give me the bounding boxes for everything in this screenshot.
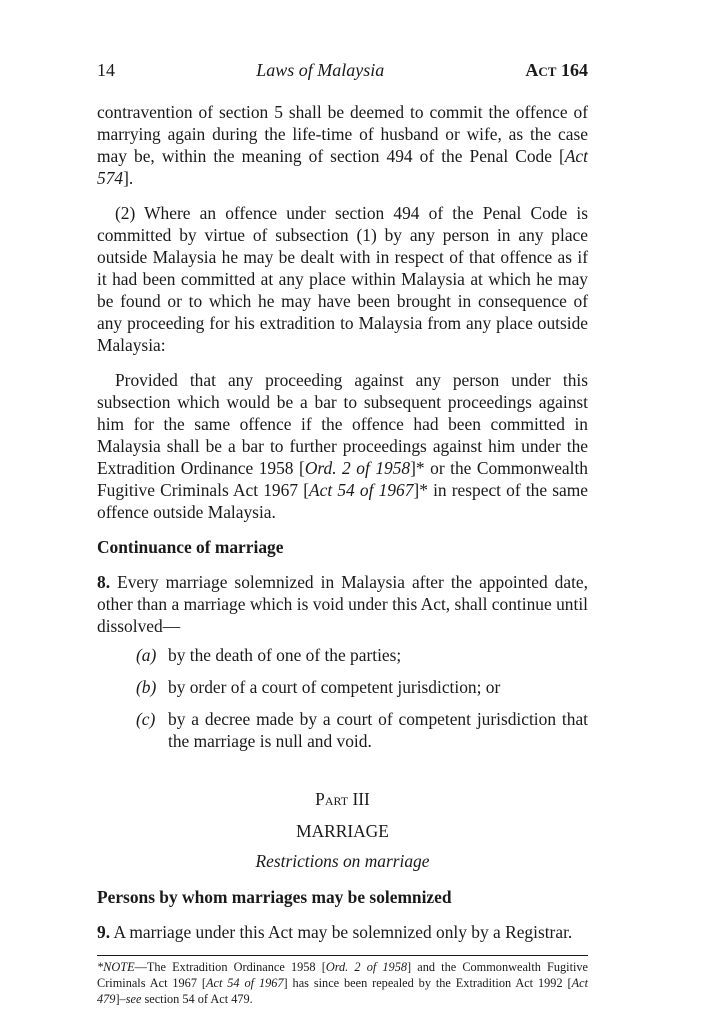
page-number: 14 xyxy=(97,60,115,80)
document-page xyxy=(97,60,588,1007)
heading-continuance-of-marriage: Continuance of marriage xyxy=(97,537,284,557)
section-9: 9. A marriage under this Act may be solemnized only by a Registrar. xyxy=(97,922,573,942)
continued-paragraph: contravention of section 5 shall be deemed to commit the offence of marrying again during the life-time of husband or wife, as the case may be, within the meaning of section 494 of the Penal Code [Act 574]. xyxy=(97,102,588,188)
section-9-number: 9. xyxy=(97,922,111,942)
section-8-number: 8. xyxy=(97,572,111,592)
section-8: 8. Every marriage solemnized in Malaysia after the appointed date, other than a marriage which is void under this Act, shall continue until dissolved— xyxy=(97,572,588,636)
act-number: Act 164 xyxy=(525,60,588,80)
act-ref: Act 54 of 1967 xyxy=(309,480,414,500)
part-subtitle: Restrictions on marriage xyxy=(255,851,430,871)
page-header xyxy=(97,60,588,84)
running-title: Laws of Malaysia xyxy=(256,60,385,80)
part-label: Part III xyxy=(315,789,370,809)
heading-persons-solemnize: Persons by whom marriages may be solemnized xyxy=(97,887,452,907)
list-item: (c) by a decree made by a court of competent jurisdiction that the marriage is null and void. xyxy=(136,709,588,751)
act-574-ref: Act 574 xyxy=(97,146,588,188)
part-title: MARRIAGE xyxy=(296,821,389,841)
proviso-paragraph: Provided that any proceeding against any person under this subsection which would be a bar to subsequent proceedings against him for the same offence if the offence had been committed in Malaysia shall be a bar to further proceedings against him under the Extradition Ordinance 1958 [Ord. 2 of 1958]* or the Commonwealth Fugitive Criminals Act 1967 [Act 54 of 1967]* in respect of the same offence outside Malaysia. xyxy=(97,370,588,522)
footnote-divider xyxy=(97,955,588,956)
list-item: (a) by the death of one of the parties; xyxy=(136,645,402,665)
list-item: (b) by order of a court of competent jurisdiction; or xyxy=(136,677,501,697)
ord-ref: Ord. 2 of 1958 xyxy=(304,458,411,478)
footnote: *NOTE—The Extradition Ordinance 1958 [Ord. 2 of 1958] and the Commonwealth Fugitive Criminals Act 1967 [Act 54 of 1967] has since been repealed by the Extradition Act 1992 [Act 479]–see section 54 of Act 479. xyxy=(97,960,589,1006)
subsection-2: (2) Where an offence under section 494 of the Penal Code is committed by virtue of subsection (1) by any person in any place outside Malaysia he may be dealt with in respect of that offence as if it had been committed at any place within Malaysia at which he may be found or to which he may have been brought in consequence of any proceeding for his extradition to Malaysia from any place outside Malaysia: xyxy=(97,203,588,355)
